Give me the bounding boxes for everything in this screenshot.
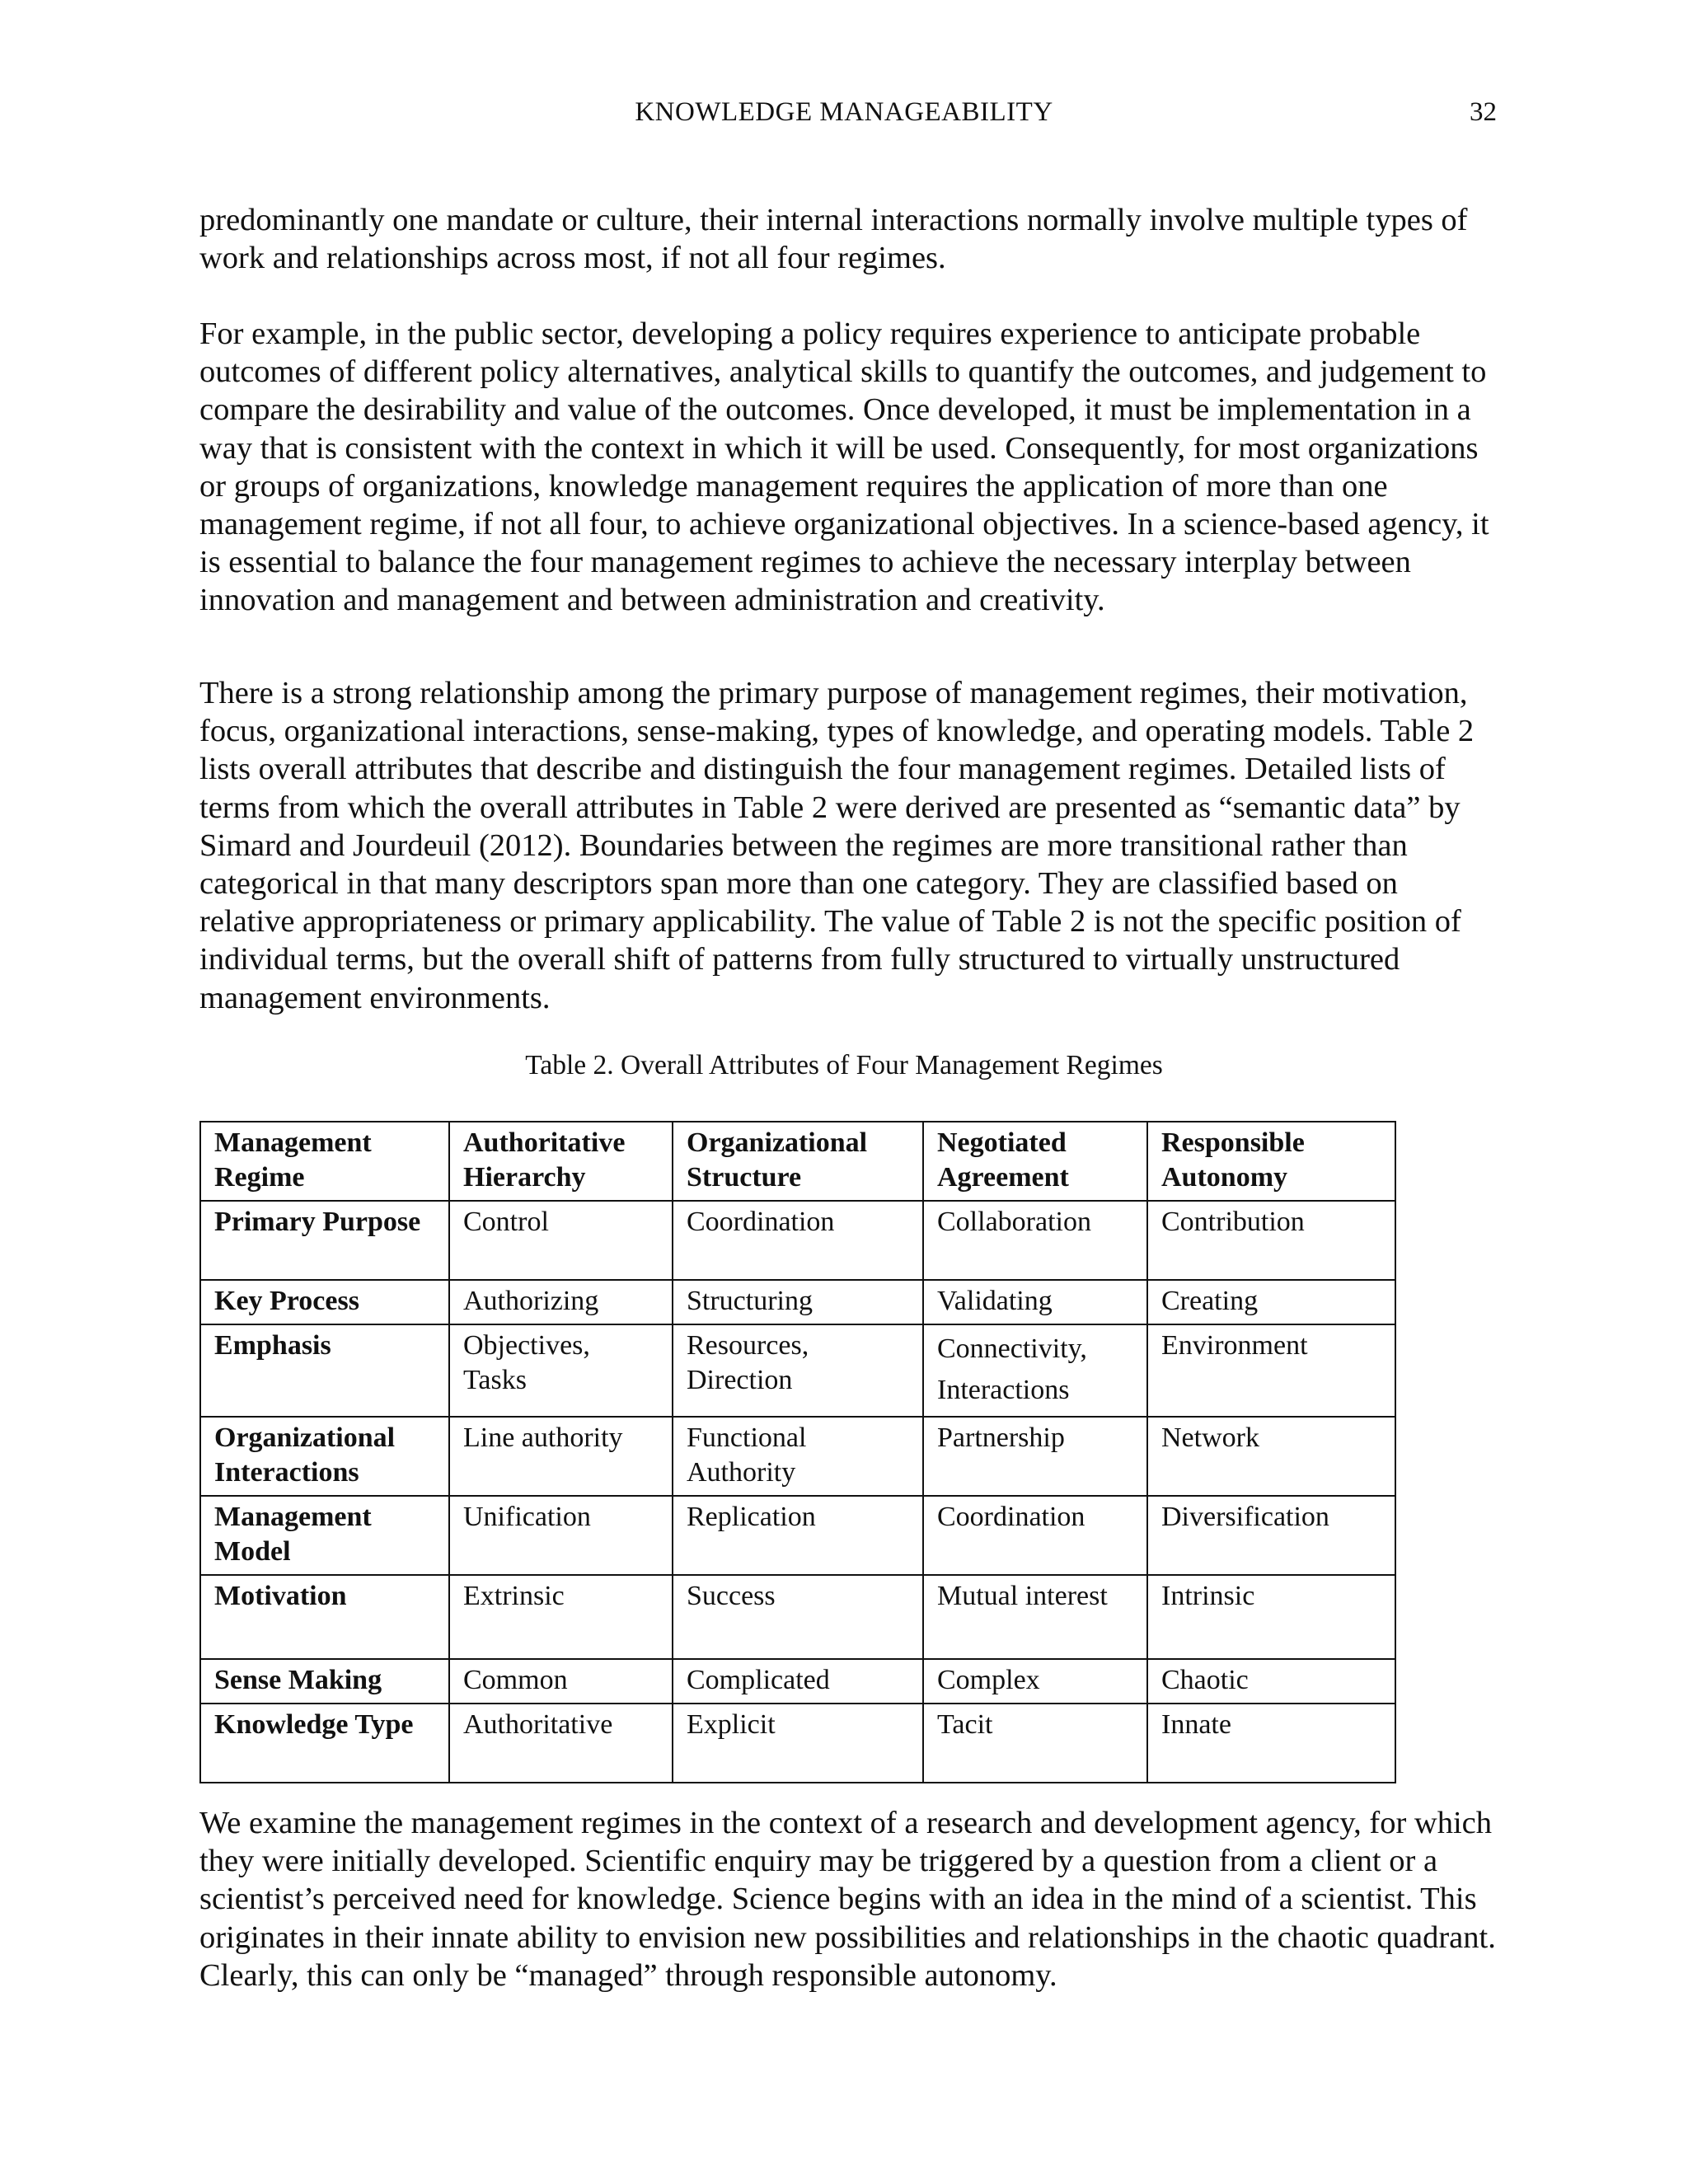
row-label: Key Process	[200, 1280, 449, 1324]
paragraph-continuation: predominantly one mandate or culture, their internal interactions normally involve multiple types of work and relationships across most, if not all four regimes.	[199, 203, 1468, 276]
table-cell: Authoritative	[449, 1704, 673, 1783]
management-regimes-table	[199, 1121, 1396, 1783]
header-cell: Responsible Autonomy	[1147, 1122, 1395, 1201]
paragraph-public-sector-example: For example, in the public sector, developing a policy requires experience to anticipate probable outcomes of different policy alternatives, analytical skills to quantify the outcomes, and judgement to compare the desirability and value of the outcomes. Once developed, it must be implementation in a way that is consistent with the context in which it will be used. Consequently, for most organizations or groups of organizations, knowledge management requires the application of more than one management regime, if not all four, to achieve organizational objectives. In a science-based agency, it is essential to balance the four management regimes to achieve the necessary interplay between innovation and management and between administration and creativity.	[199, 316, 1489, 618]
header-cell: Management Regime	[200, 1122, 449, 1201]
table-cell: Extrinsic	[449, 1575, 673, 1659]
table-cell: Resources, Direction	[673, 1324, 923, 1417]
table-cell: Intrinsic	[1147, 1575, 1395, 1659]
header-cell: Organizational Structure	[673, 1122, 923, 1201]
table-cell: Validating	[923, 1280, 1147, 1324]
table-cell: Line authority	[449, 1417, 673, 1496]
row-label: Emphasis	[200, 1324, 449, 1417]
row-label: Motivation	[200, 1575, 449, 1659]
table-row	[200, 1417, 1395, 1496]
table-row	[200, 1201, 1395, 1280]
table-cell: Functional Authority	[673, 1417, 923, 1496]
row-label: Primary Purpose	[200, 1201, 449, 1280]
table-row	[200, 1324, 1395, 1417]
header-cell: Negotiated Agreement	[923, 1122, 1147, 1201]
table-cell: Creating	[1147, 1280, 1395, 1324]
header-cell: Authoritative Hierarchy	[449, 1122, 673, 1201]
table-cell: Innate	[1147, 1704, 1395, 1783]
table-cell: Coordination	[923, 1496, 1147, 1575]
table-cell: Replication	[673, 1496, 923, 1575]
table-cell: Control	[449, 1201, 673, 1280]
table-cell: Common	[449, 1659, 673, 1704]
table-cell: Explicit	[673, 1704, 923, 1783]
table-cell: Coordination	[673, 1201, 923, 1280]
table-cell: Authorizing	[449, 1280, 673, 1324]
table-cell: Environment	[1147, 1324, 1395, 1417]
running-title: KNOWLEDGE MANAGEABILITY	[635, 97, 1053, 127]
table-cell: Collaboration	[923, 1201, 1147, 1280]
table-cell: Chaotic	[1147, 1659, 1395, 1704]
table-cell: Contribution	[1147, 1201, 1395, 1280]
table-cell: Tacit	[923, 1704, 1147, 1783]
table-cell: Partnership	[923, 1417, 1147, 1496]
table-cell: Structuring	[673, 1280, 923, 1324]
table-cell: Objectives, Tasks	[449, 1324, 673, 1417]
running-head	[0, 97, 1688, 138]
paragraph-rd-agency-context: We examine the management regimes in the context of a research and development agency, for which they were initially developed. Scientific enquiry may be triggered by a question from a client or a scientist’s perceived need for knowledge. Science begins with an idea in the mind of a scientist. This originates in their innate ability to envision new possibilities and relationships in the chaotic quadrant. Clearly, this can only be “managed” through responsible autonomy.	[199, 1806, 1496, 1993]
row-label: Knowledge Type	[200, 1704, 449, 1783]
table-cell: Complex	[923, 1659, 1147, 1704]
table-cell: Unification	[449, 1496, 673, 1575]
page-number: 32	[1470, 97, 1497, 127]
table-cell: Complicated	[673, 1659, 923, 1704]
table-row	[200, 1496, 1395, 1575]
table-row	[200, 1659, 1395, 1704]
table-row	[200, 1280, 1395, 1324]
table-cell: Network	[1147, 1417, 1395, 1496]
table-cell: Mutual interest	[923, 1575, 1147, 1659]
row-label: Management Model	[200, 1496, 449, 1575]
table-caption: Table 2. Overall Attributes of Four Management Regimes	[525, 1050, 1163, 1080]
table-header-row	[200, 1122, 1395, 1201]
row-label: Sense Making	[200, 1659, 449, 1704]
table-cell: Connectivity, Interactions	[923, 1324, 1147, 1417]
table-cell: Success	[673, 1575, 923, 1659]
table-row	[200, 1704, 1395, 1783]
table-cell: Diversification	[1147, 1496, 1395, 1575]
table-row	[200, 1575, 1395, 1659]
row-label: Organizational Interactions	[200, 1417, 449, 1496]
paragraph-regime-relationships: There is a strong relationship among the primary purpose of management regimes, their motivation, focus, organizational interactions, sense-making, types of knowledge, and operating models. Table 2 lists overall attributes that describe and distinguish the four management regimes. Detailed lists of terms from which the overall attributes in Table 2 were derived are presented as “semantic data” by Simard and Jourdeuil (2012). Boundaries between the regimes are more transitional rather than categorical in that many descriptors span more than one category. They are classified based on relative appropriateness or primary applicability. The value of Table 2 is not the specific position of individual terms, but the overall shift of patterns from fully structured to virtually unstructured management environments.	[199, 676, 1475, 1015]
